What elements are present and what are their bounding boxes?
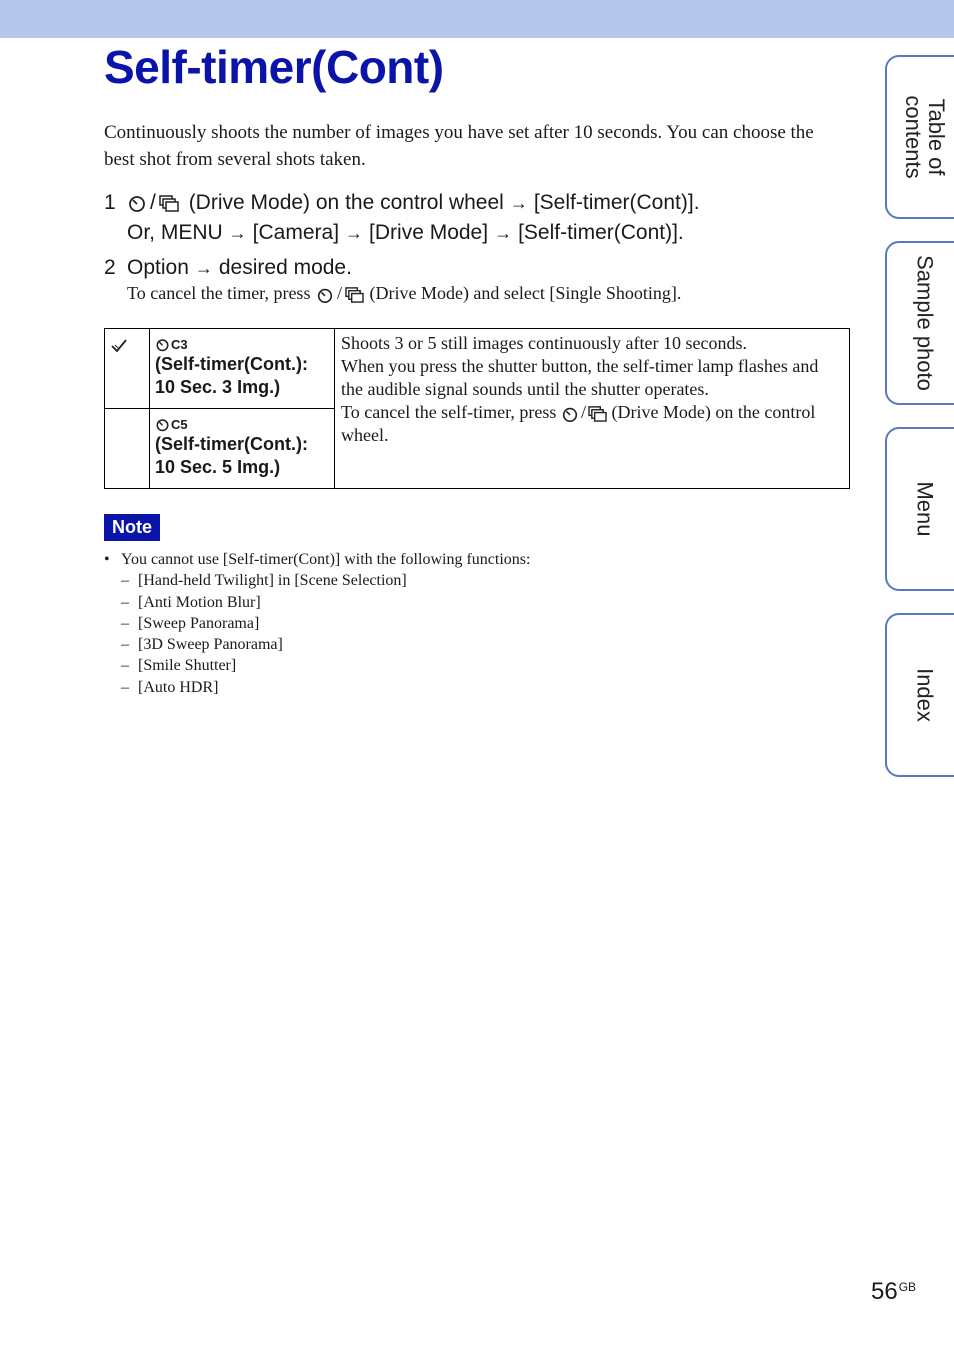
mode-code: C5 [171, 416, 188, 432]
list-item [104, 570, 530, 591]
dash: – [121, 678, 129, 696]
step-1-text: (Drive Mode) on the control wheel [188, 191, 504, 214]
list-item [104, 677, 530, 698]
self-timer-cont-icon [155, 335, 329, 353]
step-number: 2 [104, 256, 116, 279]
page-number-value: 56 [871, 1278, 898, 1305]
list-item [104, 634, 530, 655]
list-item [104, 592, 530, 613]
step-2-option: Option [127, 256, 189, 279]
dash: – [121, 593, 129, 611]
dash: – [121, 614, 129, 632]
note-item: [3D Sweep Panorama] [138, 636, 283, 654]
desc-line-3a: To cancel the self-timer, press [341, 402, 557, 422]
intro-paragraph: Continuously shoots the number of images you have set after 10 seconds. You can choose the best shot from several shots taken. [104, 122, 814, 170]
note-item: [Sweep Panorama] [138, 614, 260, 632]
tab-menu[interactable] [885, 427, 954, 591]
arrow-icon: → [345, 223, 364, 243]
step-number: 1 [104, 191, 116, 214]
self-timer-icon [561, 405, 579, 423]
dash: – [121, 572, 129, 590]
mode-name: (Self-timer(Cont.): [155, 434, 308, 454]
menu-path-1: Or, MENU [127, 221, 223, 244]
self-timer-cont-icon [155, 415, 329, 433]
tab-table-of-contents[interactable] [885, 55, 954, 219]
note-list [104, 549, 530, 698]
check-cell [105, 409, 150, 489]
bullet: • [104, 551, 110, 568]
self-timer-icon [155, 337, 170, 352]
dash: – [121, 636, 129, 654]
page-number [871, 1278, 916, 1306]
checkmark-icon [110, 337, 128, 355]
mode-name-2: 10 Sec. 3 Img.) [155, 377, 281, 397]
tab-label-line-1: Table of [924, 98, 949, 176]
slash: / [150, 191, 156, 214]
note-item: [Hand-held Twilight] in [Scene Selection] [138, 572, 407, 590]
drive-mode-icon [345, 286, 364, 303]
menu-path-4: [Self-timer(Cont)]. [518, 221, 684, 244]
desc-line-1: Shoots 3 or 5 still images continuously after 10 seconds. [341, 333, 747, 353]
list-item [104, 655, 530, 676]
tab-label: Sample photo [912, 255, 938, 391]
modes-table [104, 328, 850, 489]
mode-code: C3 [171, 336, 188, 352]
note-item: [Auto HDR] [138, 678, 219, 696]
cancel-note-text: To cancel the timer, press [127, 283, 311, 303]
cancel-timer-note [127, 283, 681, 304]
tab-label: Index [912, 668, 938, 722]
tab-sample-photo[interactable] [885, 241, 954, 405]
drive-mode-icon [159, 194, 179, 212]
tab-label: Menu [912, 481, 938, 537]
dash: – [121, 657, 129, 675]
cancel-note-text-2: (Drive Mode) and select [Single Shooting]. [369, 283, 682, 303]
desc-line-3b: (Drive Mode) on the control wheel. [341, 402, 816, 445]
note-intro-text: You cannot use [Self-timer(Cont)] with the following functions: [121, 551, 531, 568]
mode-cell-c5 [150, 409, 335, 489]
mode-cell-c3 [150, 329, 335, 409]
self-timer-icon [155, 417, 170, 432]
note-item: [Anti Motion Blur] [138, 593, 261, 611]
desc-line-2: When you press the shutter button, the self-timer lamp flashes and the audible signal sounds until the shutter operates. [341, 356, 819, 399]
top-bar [0, 0, 954, 38]
page-number-suffix: GB [898, 1280, 917, 1294]
slash: / [580, 402, 586, 422]
drive-mode-icon [588, 405, 607, 422]
tab-label-line-2: contents [901, 95, 926, 179]
menu-path-2: [Camera] [252, 221, 340, 244]
step-2-text: desired mode. [218, 256, 352, 279]
step-1-target: [Self-timer(Cont)]. [533, 191, 700, 214]
arrow-icon: → [509, 193, 528, 213]
check-cell [105, 329, 150, 409]
self-timer-icon [316, 286, 334, 304]
arrow-icon: → [194, 258, 213, 278]
mode-name-2: 10 Sec. 5 Img.) [155, 457, 281, 477]
note-badge: Note [104, 514, 160, 541]
table-row [105, 329, 850, 409]
page-title: Self-timer(Cont) [104, 41, 444, 93]
desc-line-3 [341, 401, 843, 447]
slash: / [336, 283, 342, 303]
self-timer-icon [127, 193, 147, 213]
arrow-icon: → [228, 223, 247, 243]
menu-path-3: [Drive Mode] [369, 221, 489, 244]
list-item [104, 613, 530, 634]
mode-description [335, 329, 850, 489]
note-intro [104, 549, 530, 570]
note-item: [Smile Shutter] [138, 657, 237, 675]
tab-label [902, 95, 948, 178]
mode-name: (Self-timer(Cont.): [155, 354, 308, 374]
arrow-icon: → [494, 223, 513, 243]
tab-index[interactable] [885, 613, 954, 777]
